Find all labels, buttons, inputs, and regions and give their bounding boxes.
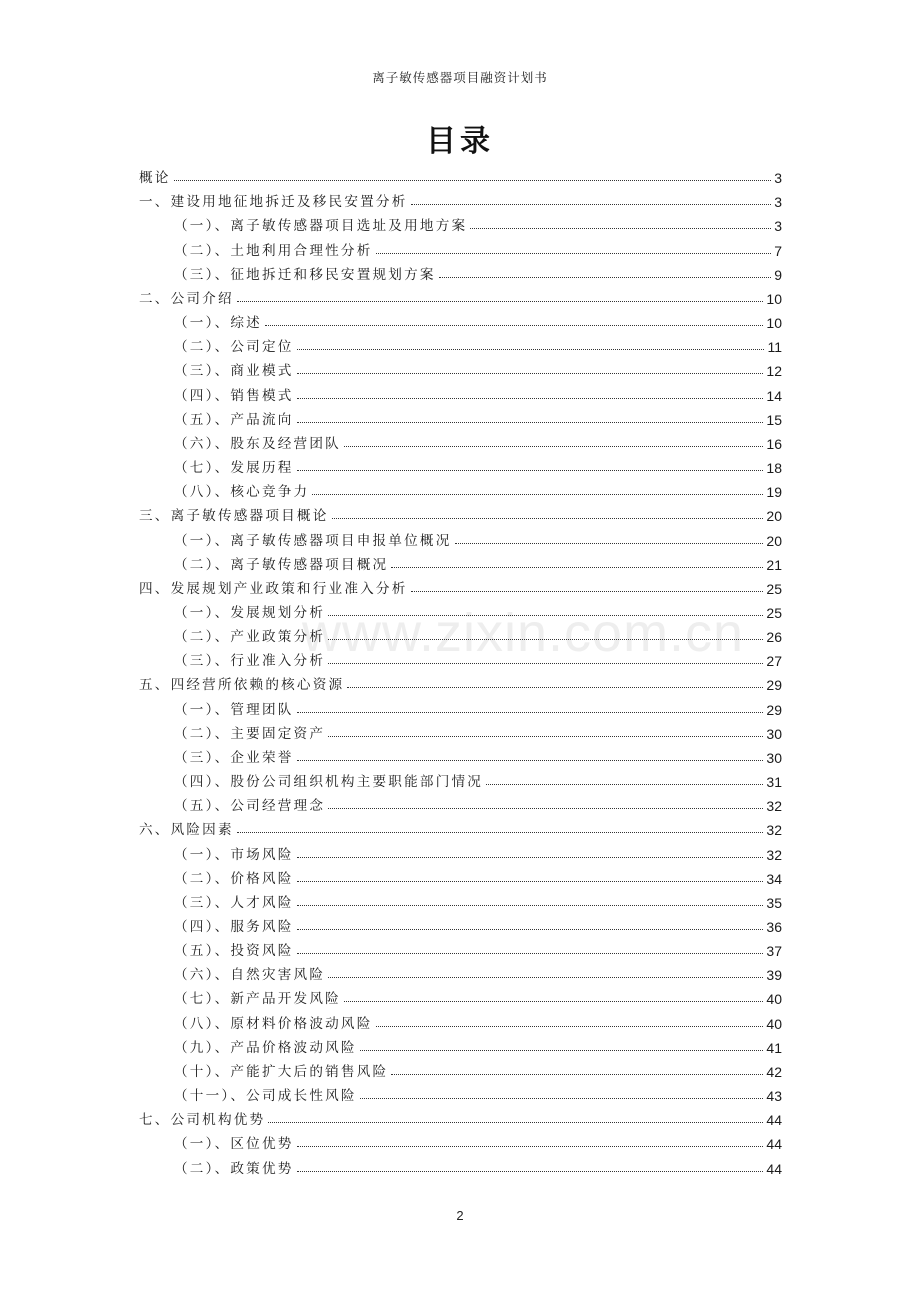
toc-entry[interactable] (139, 1080, 782, 1104)
toc-entry[interactable] (139, 210, 782, 234)
toc-entry[interactable] (139, 621, 782, 645)
toc-leader-dots (328, 808, 763, 809)
toc-entry-page: 10 (766, 315, 782, 332)
toc-leader-dots (344, 446, 763, 447)
toc-entry-page: 27 (766, 653, 782, 670)
toc-entry[interactable] (139, 1152, 782, 1176)
toc-leader-dots (297, 905, 764, 906)
toc-entry-page: 25 (766, 604, 782, 621)
toc-leader-dots (328, 736, 763, 737)
toc-entry-page: 11 (767, 339, 782, 356)
page-number: 2 (456, 1208, 464, 1223)
toc-entry[interactable] (139, 645, 782, 669)
toc-entry[interactable] (139, 428, 782, 452)
toc-entry[interactable] (139, 1104, 782, 1128)
toc-entry-page: 20 (766, 532, 782, 549)
toc-entry[interactable] (139, 162, 782, 186)
toc-entry-label: （四）、股份公司组织机构主要职能部门情况 (174, 774, 484, 791)
toc-entry-page: 3 (774, 218, 782, 235)
toc-entry-label: （三）、征地拆迁和移民安置规划方案 (174, 266, 436, 283)
toc-leader-dots (344, 1001, 763, 1002)
toc-leader-dots (411, 204, 772, 205)
toc-leader-dots (455, 543, 764, 544)
toc-leader-dots (297, 373, 764, 374)
toc-entry[interactable] (139, 718, 782, 742)
toc-entry-label: （一）、管理团队 (174, 701, 294, 718)
toc-entry[interactable] (139, 355, 782, 379)
toc-entry-label: 四、发展规划产业政策和行业准入分析 (139, 580, 408, 597)
toc-leader-dots (297, 881, 764, 882)
toc-entry-page: 44 (766, 1112, 782, 1129)
toc-entry-label: 概论 (139, 170, 171, 187)
toc-leader-dots (376, 253, 772, 254)
toc-entry-page: 37 (766, 943, 782, 960)
toc-entry-label: （六）、自然灾害风险 (174, 967, 326, 984)
toc-entry-page: 40 (766, 991, 782, 1008)
toc-entry[interactable] (139, 500, 782, 524)
toc-title: 目录 (426, 124, 494, 159)
toc-entry-label: （二）、产业政策分析 (174, 629, 326, 646)
toc-entry[interactable] (139, 693, 782, 717)
toc-entry-page: 42 (766, 1063, 782, 1080)
toc-entry-page: 43 (766, 1088, 782, 1105)
toc-entry-label: （三）、行业准入分析 (174, 653, 326, 670)
toc-leader-dots (411, 591, 764, 592)
toc-entry-label: （八）、原材料价格波动风险 (174, 1015, 373, 1032)
toc-leader-dots (328, 615, 763, 616)
toc-leader-dots (297, 857, 764, 858)
toc-entry-page: 7 (774, 242, 782, 259)
toc-entry[interactable] (139, 814, 782, 838)
toc-entry[interactable] (139, 1032, 782, 1056)
toc-entry-label: （一）、离子敏传感器项目选址及用地方案 (174, 218, 468, 235)
toc-entry-label: （七）、新产品开发风险 (174, 991, 341, 1008)
toc-entry-page: 30 (766, 725, 782, 742)
toc-leader-dots (297, 398, 764, 399)
toc-leader-dots (265, 325, 763, 326)
toc-entry-page: 41 (766, 1039, 782, 1056)
toc-entry[interactable] (139, 549, 782, 573)
toc-entry-page: 16 (766, 435, 782, 452)
toc-leader-dots (237, 832, 764, 833)
toc-entry-label: （六）、股东及经营团队 (174, 435, 341, 452)
toc-entry[interactable] (139, 790, 782, 814)
toc-leader-dots (297, 760, 764, 761)
toc-leader-dots (174, 180, 772, 181)
toc-entry-label: （七）、发展历程 (174, 460, 294, 477)
toc-entry[interactable] (139, 1056, 782, 1080)
toc-entry-label: 一、建设用地征地拆迁及移民安置分析 (139, 194, 408, 211)
toc-leader-dots (297, 422, 764, 423)
toc-leader-dots (360, 1050, 764, 1051)
toc-entry[interactable] (139, 983, 782, 1007)
toc-leader-dots (470, 228, 771, 229)
toc-entry-page: 21 (766, 556, 782, 573)
toc-leader-dots (486, 784, 763, 785)
toc-entry[interactable] (139, 307, 782, 331)
toc-leader-dots (297, 349, 765, 350)
toc-leader-dots (328, 639, 763, 640)
toc-entry-label: （五）、公司经营理念 (174, 798, 326, 815)
toc-entry-label: （五）、产品流向 (174, 411, 294, 428)
toc-entry[interactable] (139, 742, 782, 766)
toc-entry-page: 32 (766, 798, 782, 815)
toc-leader-dots (297, 953, 764, 954)
toc-entry-label: （十一）、公司成长性风险 (174, 1088, 357, 1105)
toc-leader-dots (391, 1074, 763, 1075)
toc-entry-page: 18 (766, 460, 782, 477)
toc-entry[interactable] (139, 887, 782, 911)
toc-leader-dots (332, 518, 764, 519)
toc-entry[interactable] (139, 283, 782, 307)
toc-entry-page: 20 (766, 508, 782, 525)
toc-entry-label: （一）、综述 (174, 315, 262, 332)
toc-entry-label: （三）、商业模式 (174, 363, 294, 380)
toc-leader-dots (297, 1171, 764, 1172)
toc-leader-dots (347, 687, 763, 688)
toc-entry-page: 10 (766, 290, 782, 307)
toc-entry-page: 32 (766, 822, 782, 839)
toc-entry[interactable] (139, 935, 782, 959)
toc-entry-label: （九）、产品价格波动风险 (174, 1039, 357, 1056)
toc-entry[interactable] (139, 959, 782, 983)
toc-leader-dots (297, 470, 764, 471)
toc-entry-label: （一）、离子敏传感器项目申报单位概况 (174, 532, 452, 549)
toc-entry-label: （四）、销售模式 (174, 387, 294, 404)
toc-entry[interactable] (139, 597, 782, 621)
toc-entry-page: 35 (766, 894, 782, 911)
toc-entry-page: 31 (766, 774, 782, 791)
toc-leader-dots (268, 1122, 763, 1123)
toc-entry-label: （二）、土地利用合理性分析 (174, 242, 373, 259)
toc-entry-page: 29 (766, 677, 782, 694)
toc-entry[interactable] (139, 331, 782, 355)
toc-entry-label: （二）、离子敏传感器项目概况 (174, 556, 389, 573)
toc-leader-dots (297, 712, 764, 713)
toc-entry-label: 二、公司介绍 (139, 290, 234, 307)
toc-leader-dots (328, 977, 763, 978)
toc-entry-page: 3 (774, 194, 782, 211)
watermark: www.zixin.com.cn (302, 603, 745, 663)
toc-leader-dots (237, 301, 764, 302)
toc-leader-dots (376, 1026, 764, 1027)
toc-entry-page: 15 (766, 411, 782, 428)
toc-entry-label: 七、公司机构优势 (139, 1112, 266, 1129)
toc-entry-page: 40 (766, 1015, 782, 1032)
toc-entry[interactable] (139, 1007, 782, 1031)
toc-entry-page: 36 (766, 919, 782, 935)
toc-entry-page: 3 (774, 170, 782, 187)
toc-leader-dots (328, 663, 763, 664)
toc-leader-dots (312, 494, 763, 495)
toc-entry-label: 三、离子敏传感器项目概论 (139, 508, 329, 525)
toc-entry-label: （一）、发展规划分析 (174, 604, 326, 621)
toc-entry-label: （三）、人才风险 (174, 894, 294, 911)
toc-entry-page: 19 (766, 484, 782, 501)
toc-entry-label: （一）、区位优势 (174, 1136, 294, 1153)
toc-entry-label: （十）、产能扩大后的销售风险 (174, 1063, 389, 1080)
table-of-contents (139, 162, 782, 1177)
toc-entry-label: （二）、主要固定资产 (174, 725, 326, 742)
toc-entry[interactable] (139, 476, 782, 500)
toc-entry-page: 12 (766, 363, 782, 380)
toc-entry-page: 44 (766, 1160, 782, 1177)
toc-entry-page: 25 (766, 580, 782, 597)
toc-entry-label: （四）、服务风险 (174, 919, 294, 935)
toc-entry[interactable] (139, 766, 782, 790)
toc-entry-page: 32 (766, 846, 782, 863)
toc-entry[interactable] (139, 379, 782, 403)
toc-entry[interactable] (139, 1128, 782, 1152)
toc-entry-label: 五、四经营所依赖的核心资源 (139, 677, 345, 694)
toc-entry[interactable] (139, 573, 782, 597)
toc-leader-dots (391, 567, 763, 568)
toc-entry-label: 六、风险因素 (139, 822, 234, 839)
toc-leader-dots (360, 1098, 764, 1099)
toc-entry-label: （八）、核心竞争力 (174, 484, 310, 501)
toc-entry-page: 14 (766, 387, 782, 404)
toc-entry[interactable] (139, 838, 782, 862)
running-header: 离子敏传感器项目融资计划书 (372, 70, 548, 85)
toc-entry[interactable] (139, 669, 782, 693)
toc-entry[interactable] (139, 911, 782, 935)
toc-entry[interactable] (139, 404, 782, 428)
toc-leader-dots (439, 277, 772, 278)
toc-entry-label: （二）、政策优势 (174, 1160, 294, 1177)
toc-entry[interactable] (139, 863, 782, 887)
toc-leader-dots (297, 1146, 764, 1147)
toc-entry-label: （三）、企业荣誉 (174, 749, 294, 766)
toc-entry-page: 34 (766, 870, 782, 887)
toc-entry-page: 9 (774, 266, 782, 283)
toc-leader-dots (297, 929, 764, 930)
toc-entry-page: 26 (766, 629, 782, 646)
toc-entry[interactable] (139, 452, 782, 476)
toc-entry-page: 30 (766, 749, 782, 766)
toc-entry-page: 29 (766, 701, 782, 718)
toc-entry[interactable] (139, 234, 782, 258)
toc-entry[interactable] (139, 524, 782, 548)
toc-entry-page: 44 (766, 1136, 782, 1153)
toc-entry-label: （二）、公司定位 (174, 339, 294, 356)
toc-entry-page: 39 (766, 967, 782, 984)
toc-entry-label: （二）、价格风险 (174, 870, 294, 887)
toc-entry-label: （一）、市场风险 (174, 846, 294, 863)
toc-entry-label: （五）、投资风险 (174, 943, 294, 960)
toc-entry[interactable] (139, 259, 782, 283)
toc-entry[interactable] (139, 186, 782, 210)
